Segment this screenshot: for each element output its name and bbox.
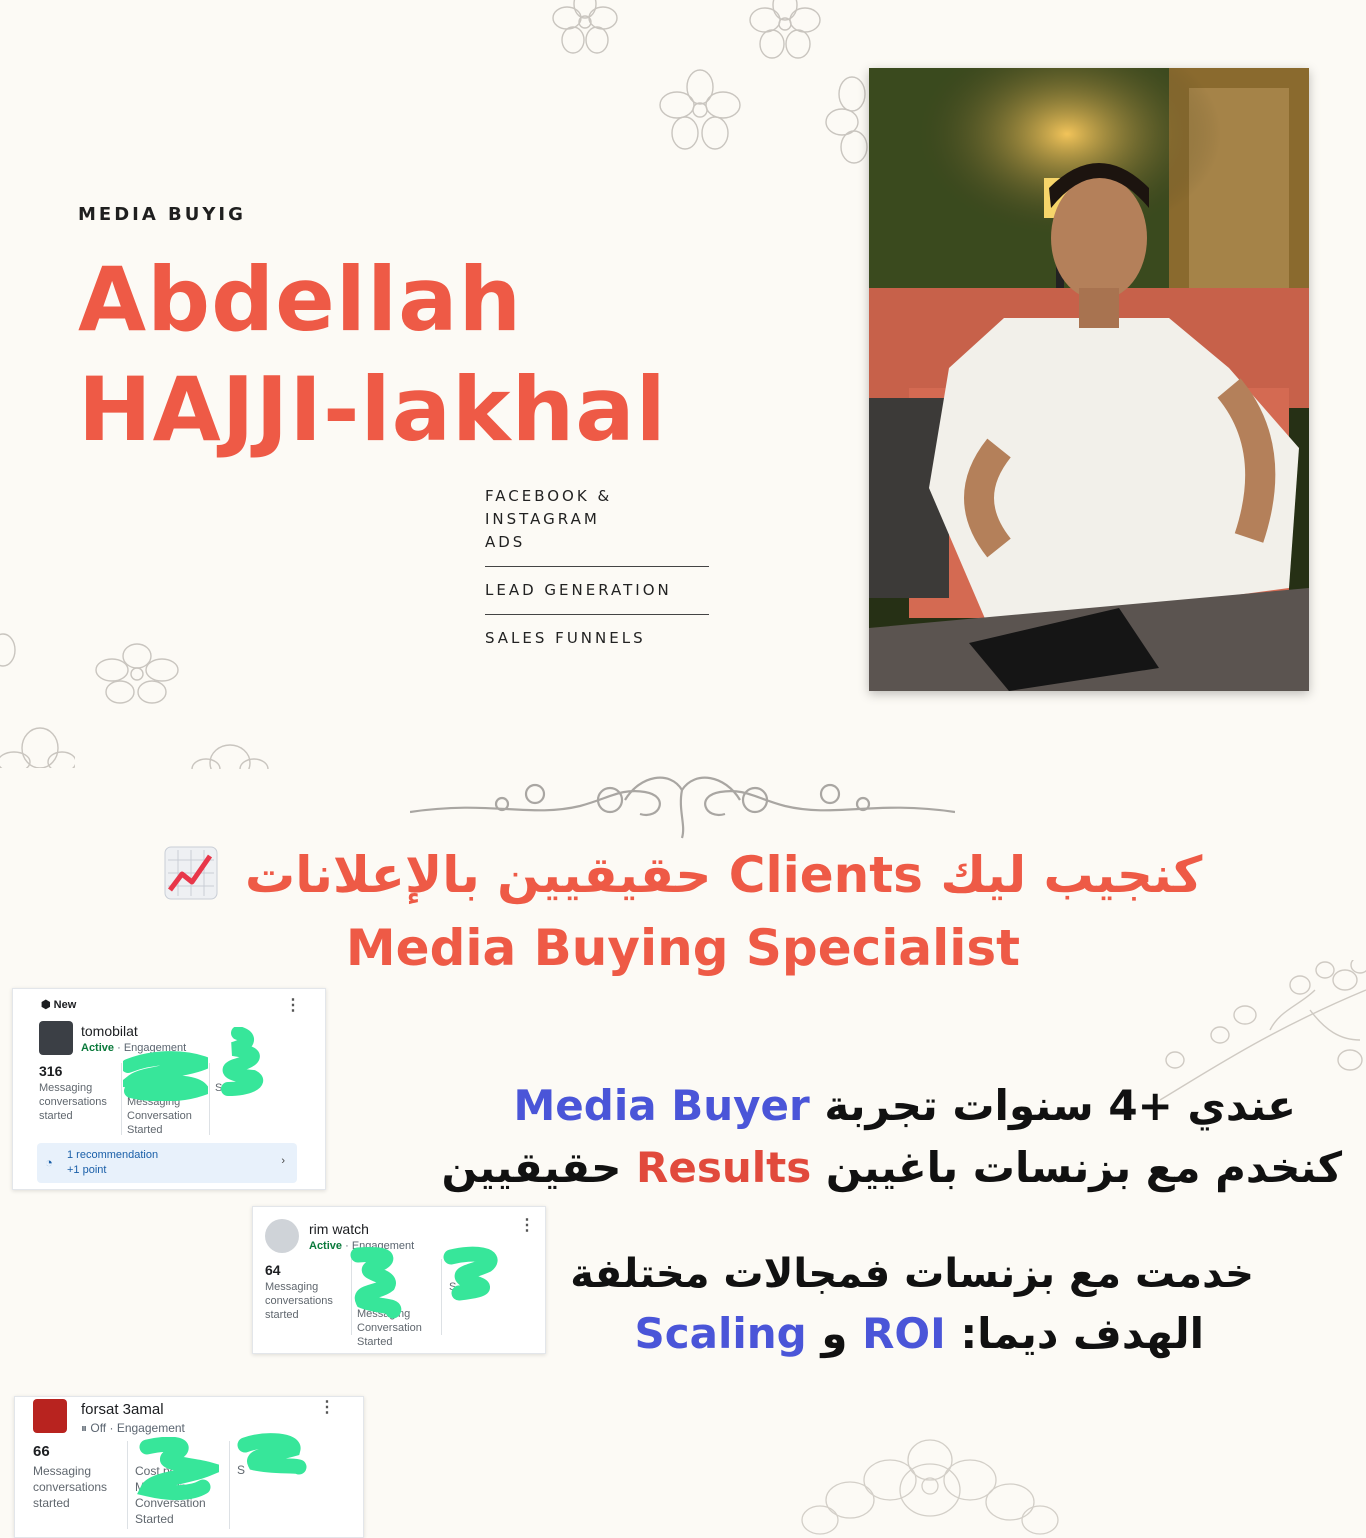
new-badge: ⬢ New [41,999,77,1011]
pause-icon: ⏸ [81,1421,88,1435]
pitch-role: Media Buyer [513,1081,810,1130]
avatar [265,1219,299,1253]
account-name[interactable]: rim watch [309,1221,369,1237]
flower-decoration [812,72,872,167]
person-name [78,245,667,465]
campaign-status: ⏸ Off · Engagement [81,1421,185,1435]
chevron-right-icon: › [281,1155,285,1167]
profile-photo [869,68,1309,691]
service-item: LEAD GENERATION [485,566,709,614]
headline-line-2: Media Buying Specialist [345,919,1021,977]
account-name[interactable]: forsat 3amal [81,1401,164,1418]
pitch-results: Results [636,1143,812,1192]
flower-decoration [0,722,75,768]
pitch-line-3: خدمت مع بزنسات فمجالات مختلفة [570,1251,1254,1297]
pitch-line-2: كنخدم مع بزنسات باغيين Results حقيقيين [441,1143,1342,1192]
flower-decoration [655,65,745,155]
campaign-status: Active · Engagement [309,1240,415,1252]
account-name[interactable]: tomobilat [81,1023,138,1039]
pitch-line-1: Media Buyer عندي +4 سنوات تجربة [513,1081,1296,1130]
service-item: FACEBOOK & INSTAGRAM ADS [485,487,613,551]
cost-label: Messaging Conversation Started [357,1308,422,1348]
service-item: SALES FUNNELS [485,614,709,662]
cost-label: Cost per Messaging Conversation Started [127,1082,192,1136]
column-divider [127,1441,128,1529]
redaction-mark [233,1433,309,1477]
eyebrow-text: MEDIA BUYIG [78,204,246,225]
recommendation-banner[interactable]: ◔ 1 recommendation +1 point › [37,1143,297,1183]
column-divider [229,1441,230,1529]
metric-label: Messaging conversations started [265,1281,333,1321]
headline [0,836,1366,982]
redaction-mark [123,1051,208,1101]
metric-value: 316 [39,1063,63,1079]
metric-label: Messaging conversations started [39,1082,107,1122]
chart-increasing-icon [164,844,218,898]
badge-icon: ⬢ [41,999,51,1011]
services-list [485,485,709,662]
redaction-mark [133,1437,219,1503]
more-options-icon[interactable]: ⋮ [285,997,301,1014]
pitch-scaling: Scaling [634,1309,807,1358]
cost-label: Cost per Messaging Conversation Started [135,1464,206,1526]
headline-arabic: كنجيب ليك Clients حقيقيين بالإعلانات [245,846,1203,904]
ad-campaign-card [14,1396,364,1538]
redaction-mark [343,1245,413,1319]
metric-value: 66 [33,1443,50,1460]
ad-campaign-card [12,988,326,1190]
more-options-icon[interactable]: ⋮ [519,1217,535,1234]
ad-campaign-card [252,1206,546,1354]
flower-decoration [0,625,25,675]
recommendation-icon: ◔ [45,1155,53,1170]
flower-decoration [188,735,273,769]
headline-line-1 [0,836,1366,914]
avatar [33,1399,67,1433]
flower-cluster-decoration [790,1420,1070,1536]
pitch-line-4: Scaling و ROI :الهدف ديما [634,1309,1204,1358]
flower-decoration [92,642,182,707]
metric-value: 64 [265,1262,281,1278]
name-line-2: HAJJI-lakhal [78,358,667,461]
metric-label: Messaging conversations started [33,1464,108,1510]
name-line-1: Abdellah [78,248,523,351]
spend-label: Sp [215,1082,229,1094]
flower-decoration [545,0,625,55]
ornament-divider [410,770,955,844]
spend-label: S [237,1463,246,1477]
avatar [39,1021,73,1055]
campaign-status: Active · Engagement [81,1042,187,1054]
flower-decoration [740,0,830,60]
redaction-mark [208,1027,273,1097]
redaction-mark [439,1245,509,1301]
column-divider [121,1063,122,1135]
pitch-roi: ROI [862,1309,946,1358]
more-options-icon[interactable]: ⋮ [319,1399,335,1416]
spend-label: S [449,1281,457,1293]
